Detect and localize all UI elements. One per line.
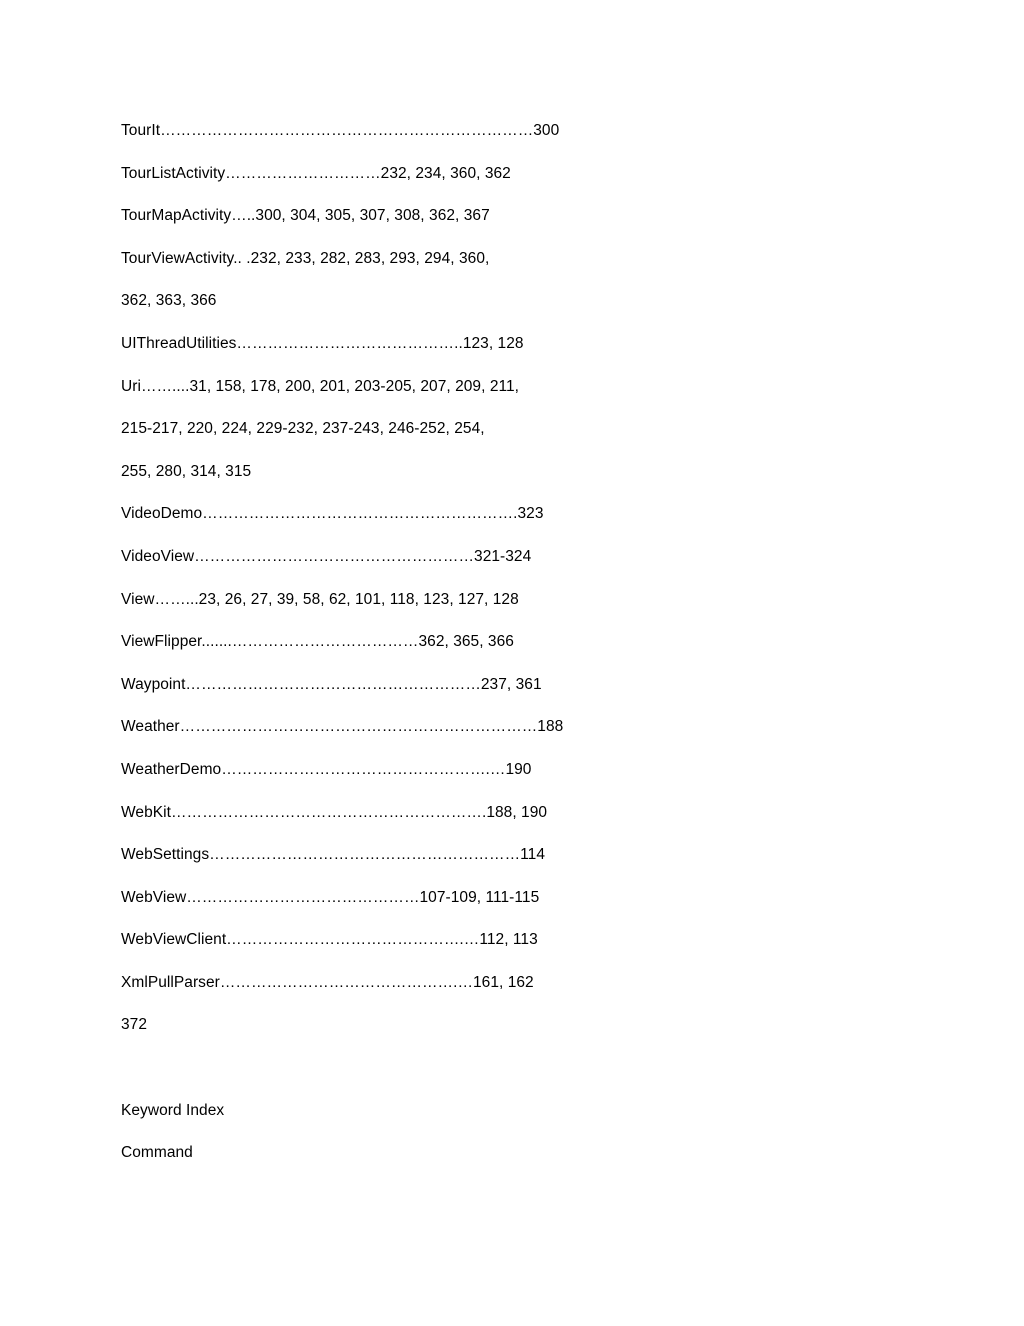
index-entry-weather: Weather……………………………………………………………188 <box>121 718 564 736</box>
index-entry-weatherdemo: WeatherDemo…………………………………………….…190 <box>121 760 532 778</box>
index-entry-webkit: WebKit…………………………………………………….188, 190 <box>121 803 548 821</box>
index-entry-webviewclient: WebViewClient……………………………………….…112, 113 <box>121 931 538 949</box>
index-entry-tourviewactivity-cont: 362, 363, 366 <box>121 292 217 310</box>
index-entry-videoview: VideoView………………………………………………321-324 <box>121 547 532 565</box>
index-entry-uri-cont-1: 215-217, 220, 224, 229-232, 237-243, 246-252, 254, <box>121 420 485 438</box>
index-entry-videodemo: VideoDemo…………………………………………………….323 <box>121 505 544 523</box>
index-entry-tourit: TourIt………………………………………………………………300 <box>121 122 560 139</box>
index-entry-uithreadutilities: UIThreadUtilities……………………………………..123, 128 <box>121 334 524 352</box>
section-title: Keyword Index <box>121 1101 225 1119</box>
section-subtitle: Command <box>121 1144 193 1162</box>
page-number: 372 <box>121 1016 148 1034</box>
index-entry-uri-cont-2: 255, 280, 314, 315 <box>121 462 252 480</box>
index-page <box>121 121 641 1186</box>
index-entry-tourviewactivity: TourViewActivity.. .232, 233, 282, 283, 293, 294, 360, <box>121 249 490 267</box>
index-entry-webview: WebView………………………………………107-109, 111-115 <box>121 888 540 906</box>
index-entry-tourmapactivity: TourMapActivity…..300, 304, 305, 307, 308, 362, 367 <box>121 207 490 225</box>
section-spacer <box>121 1058 641 1101</box>
index-entry-tourlistactivity: TourListActivity…………………………232, 234, 360, 362 <box>121 164 511 182</box>
index-entry-waypoint: Waypoint…………………………………………………237, 361 <box>121 675 542 693</box>
index-entry-uri: Uri……....31, 158, 178, 200, 201, 203-205, 207, 209, 211, <box>121 377 520 395</box>
index-entry-xmlpullparser: XmlPullParser……………………………………….…161, 162 <box>121 973 534 991</box>
index-entry-websettings: WebSettings……………………………………………………114 <box>121 846 546 864</box>
index-entry-view: View……...23, 26, 27, 39, 58, 62, 101, 118, 123, 127, 128 <box>121 590 519 608</box>
index-entry-viewflipper: ViewFlipper.......………………………………362, 365, 366 <box>121 633 514 651</box>
